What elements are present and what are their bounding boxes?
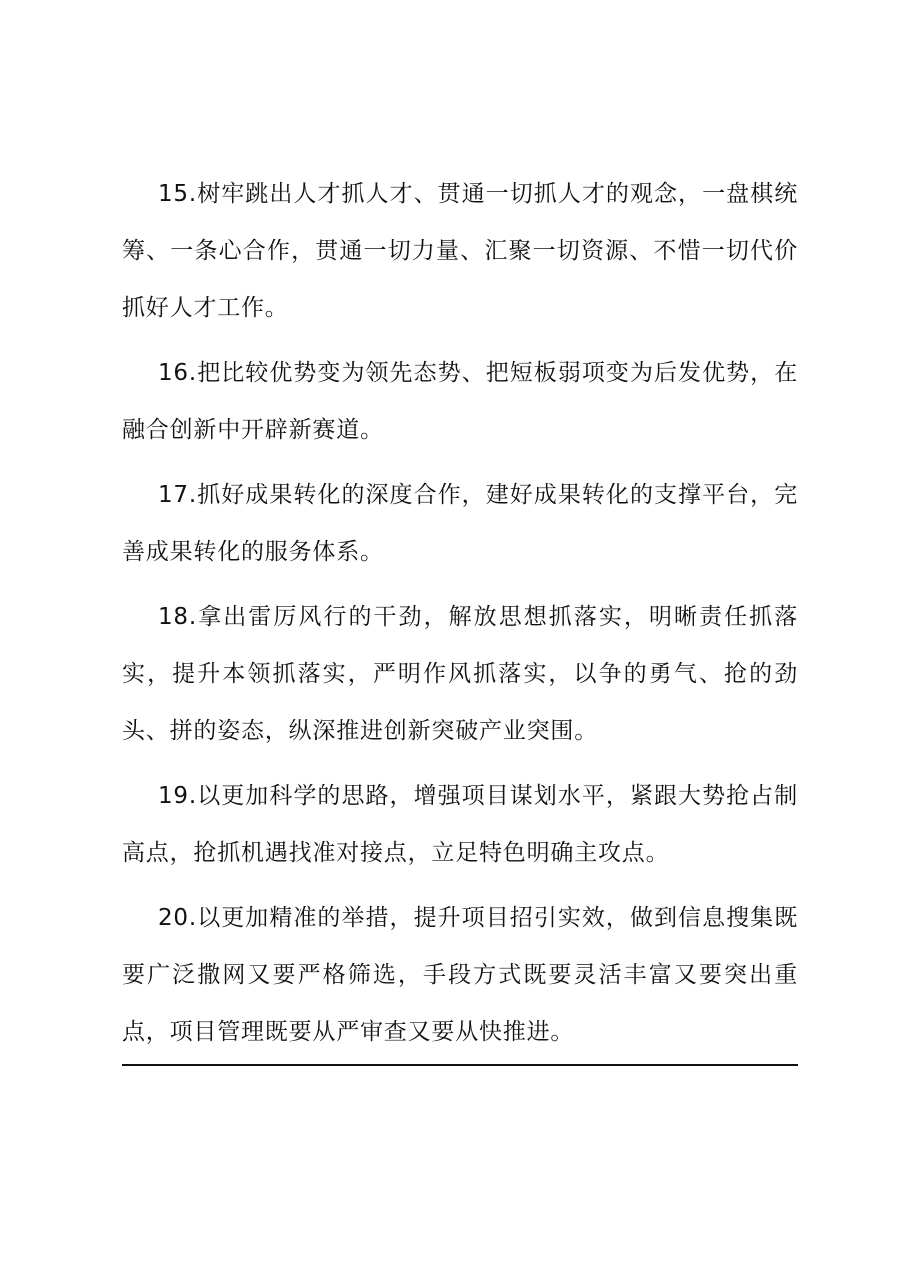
document-body	[122, 166, 798, 1061]
paragraph-18: 18.拿出雷厉风行的干劲，解放思想抓落实，明晰责任抓落实，提升本领抓落实，严明作风抓落实，以争的勇气、抢的劲头、拼的姿态，纵深推进创新突破产业突围。	[122, 604, 798, 744]
paragraph-20: 20.以更加精准的举措，提升项目招引实效，做到信息搜集既要广泛撒网又要严格筛选，手段方式既要灵活丰富又要突出重点，项目管理既要从严审查又要从快推进。	[122, 905, 798, 1045]
footer-divider	[122, 1064, 798, 1066]
paragraph-17: 17.抓好成果转化的深度合作，建好成果转化的支撑平台，完善成果转化的服务体系。	[122, 482, 798, 565]
paragraph-19: 19.以更加科学的思路，增强项目谋划水平，紧跟大势抢占制高点，抢抓机遇找准对接点，立足特色明确主攻点。	[122, 783, 798, 866]
paragraph-16: 16.把比较优势变为领先态势、把短板弱项变为后发优势，在融合创新中开辟新赛道。	[122, 360, 798, 443]
paragraph-15: 15.树牢跳出人才抓人才、贯通一切抓人才的观念，一盘棋统筹、一条心合作，贯通一切力量、汇聚一切资源、不惜一切代价抓好人才工作。	[122, 181, 798, 321]
